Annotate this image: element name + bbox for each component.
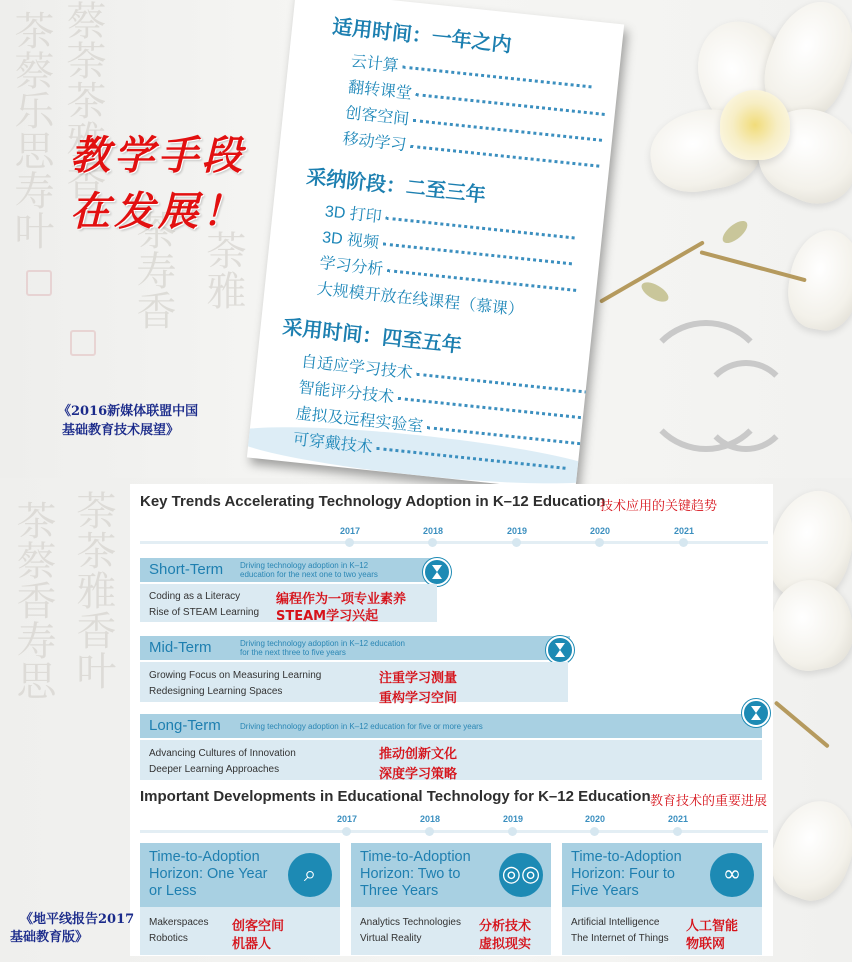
binoculars-chart-icon: ∞ <box>710 853 754 897</box>
glasses-chart-icon: ◎◎ <box>499 853 543 897</box>
mid-term-bar <box>140 636 570 660</box>
development-item: Virtual Reality <box>360 933 422 944</box>
year-marker <box>512 538 521 547</box>
term-description: Driving technology adoption in K–12 education for the next three to five years <box>240 639 406 657</box>
trend-item-cn: 深度学习策略 <box>379 767 458 782</box>
development-item-cn: 创客空间 <box>232 919 285 934</box>
trends-heading: Key Trends Accelerating Technology Adoption in K–12 Education <box>140 493 606 510</box>
list-item: 智能评分技术 <box>297 375 588 428</box>
list-item: 创客空间 <box>344 100 603 150</box>
horizon-body <box>562 907 762 955</box>
trend-item: Coding as a Literacy <box>149 591 241 602</box>
title-line: 教学手段 <box>70 132 246 179</box>
tech-outlook-card <box>247 0 624 492</box>
source-line: 《地平线报告2017 <box>20 912 135 927</box>
horizon-body <box>140 907 340 955</box>
horizon-head <box>562 843 762 907</box>
list-item: 翻转课堂 <box>347 74 606 124</box>
term-label: Mid-Term <box>149 639 212 656</box>
section-title: 采纳阶段：二至三年 <box>305 166 487 207</box>
calligraphy-decoration-icon: 茶蔡香寿思 <box>10 500 56 700</box>
trends-heading-cn: 技术应用的关键趋势 <box>600 499 718 514</box>
development-item: Analytics Technologies <box>360 917 461 928</box>
horizon-head <box>351 843 551 907</box>
timeline-line <box>140 541 768 544</box>
calligraphy-decoration-icon: 蔡荼茶雅香 <box>60 0 106 200</box>
year-marker <box>679 538 688 547</box>
year-marker <box>345 538 354 547</box>
calligraphy-decoration-icon: 茶寿香 <box>130 210 176 330</box>
trend-item-cn: 推动创新文化 <box>379 747 458 762</box>
title-line: 在发展！ <box>70 188 246 235</box>
year-marker <box>425 827 434 836</box>
list-item: 3D 打印 <box>324 198 576 247</box>
development-item-cn: 虚拟现实 <box>479 937 532 952</box>
long-term-bar <box>140 714 762 738</box>
list-item: 云计算 <box>350 48 593 96</box>
year-label: 2019 <box>506 526 528 536</box>
calligraphy-decoration-icon: 荼茶雅香叶 <box>70 490 116 690</box>
list-item: 可穿戴技术 <box>292 426 567 478</box>
magnifier-chart-icon: ⌕ <box>288 853 332 897</box>
year-marker <box>590 827 599 836</box>
development-item-cn: 分析技术 <box>479 919 532 934</box>
development-item-cn: 机器人 <box>232 937 272 952</box>
list-item: 虚拟及远程实验室 <box>295 400 618 457</box>
hourglass-icon <box>546 636 574 664</box>
development-item: Makerspaces <box>149 917 209 928</box>
development-item: Robotics <box>149 933 188 944</box>
developments-heading-cn: 教育技术的重要进展 <box>650 794 768 809</box>
source-caption <box>10 911 134 947</box>
year-marker <box>508 827 517 836</box>
calligraphy-decoration-icon: 荼雅 <box>200 230 246 310</box>
developments-heading: Important Developments in Educational Technology for K–12 Education <box>140 788 651 805</box>
trend-item: Rise of STEAM Learning <box>149 607 260 618</box>
source-line: 基础教育版》 <box>10 930 89 945</box>
horizon-title: Time-to-Adoption Horizon: Four to Five Years <box>571 849 682 899</box>
year-label: 2017 <box>336 814 358 824</box>
year-label: 2021 <box>673 526 695 536</box>
trend-item-cn: 编程作为一项专业素养 <box>276 592 407 607</box>
list-item: 3D 视频 <box>321 224 573 273</box>
term-label: Short-Term <box>149 561 224 578</box>
year-label: 2020 <box>589 526 611 536</box>
source-line: 基础教育技术展望》 <box>62 423 180 438</box>
horizon-box-four-five-years <box>562 843 762 955</box>
page-title <box>70 128 246 240</box>
year-marker <box>673 827 682 836</box>
horizon-box-two-three-years <box>351 843 551 955</box>
source-line: 《2016新媒体联盟中国 <box>58 404 199 419</box>
trend-item: Redesigning Learning Spaces <box>149 686 283 697</box>
list-item: 移动学习 <box>342 126 601 176</box>
trend-item-cn: 注重学习测量 <box>379 671 458 686</box>
section-title: 适用时间：一年之内 <box>331 16 513 57</box>
year-label: 2019 <box>502 814 524 824</box>
horizon-body <box>351 907 551 955</box>
development-item-cn: 物联网 <box>686 937 726 952</box>
trend-item: Deeper Learning Approaches <box>149 764 280 775</box>
year-marker <box>342 827 351 836</box>
year-label: 2021 <box>667 814 689 824</box>
year-marker <box>428 538 437 547</box>
term-label: Long-Term <box>149 717 221 734</box>
horizon-title: Time-to-Adoption Horizon: One Year or Less <box>149 849 268 899</box>
development-item: Artificial Intelligence <box>571 917 660 928</box>
horizon-box-one-year <box>140 843 340 955</box>
trend-item-cn: STEAM学习兴起 <box>276 609 379 624</box>
section-title: 采用时间：四至五年 <box>281 316 463 358</box>
term-description: Driving technology adoption in K–12 education for the next one to two years <box>240 561 378 579</box>
trend-item: Growing Focus on Measuring Learning <box>149 670 322 681</box>
short-term-bar <box>140 558 437 582</box>
hourglass-icon <box>742 699 770 727</box>
development-item-cn: 人工智能 <box>686 919 739 934</box>
list-item: 学习分析 <box>319 250 578 300</box>
trend-item-cn: 重构学习空间 <box>379 691 458 706</box>
horizon-head <box>140 843 340 907</box>
year-label: 2018 <box>422 526 444 536</box>
term-description: Driving technology adoption in K–12 education for five or more years <box>240 722 483 731</box>
year-label: 2017 <box>339 526 361 536</box>
trend-item: Advancing Cultures of Innovation <box>149 748 296 759</box>
year-marker <box>595 538 604 547</box>
seal-stamp-icon <box>70 330 96 356</box>
year-label: 2020 <box>584 814 606 824</box>
horizon-title: Time-to-Adoption Horizon: Two to Three Years <box>360 849 471 899</box>
calligraphy-decoration-icon: 茶蔡乐思寿叶 <box>8 10 54 250</box>
seal-stamp-icon <box>26 270 52 296</box>
list-item: 自适应学习技术 <box>300 349 607 404</box>
development-item: The Internet of Things <box>571 933 669 944</box>
year-label: 2018 <box>419 814 441 824</box>
list-item: 大规模开放在线课程（慕课） <box>315 280 525 320</box>
hourglass-icon <box>423 558 451 586</box>
source-caption <box>58 402 198 440</box>
